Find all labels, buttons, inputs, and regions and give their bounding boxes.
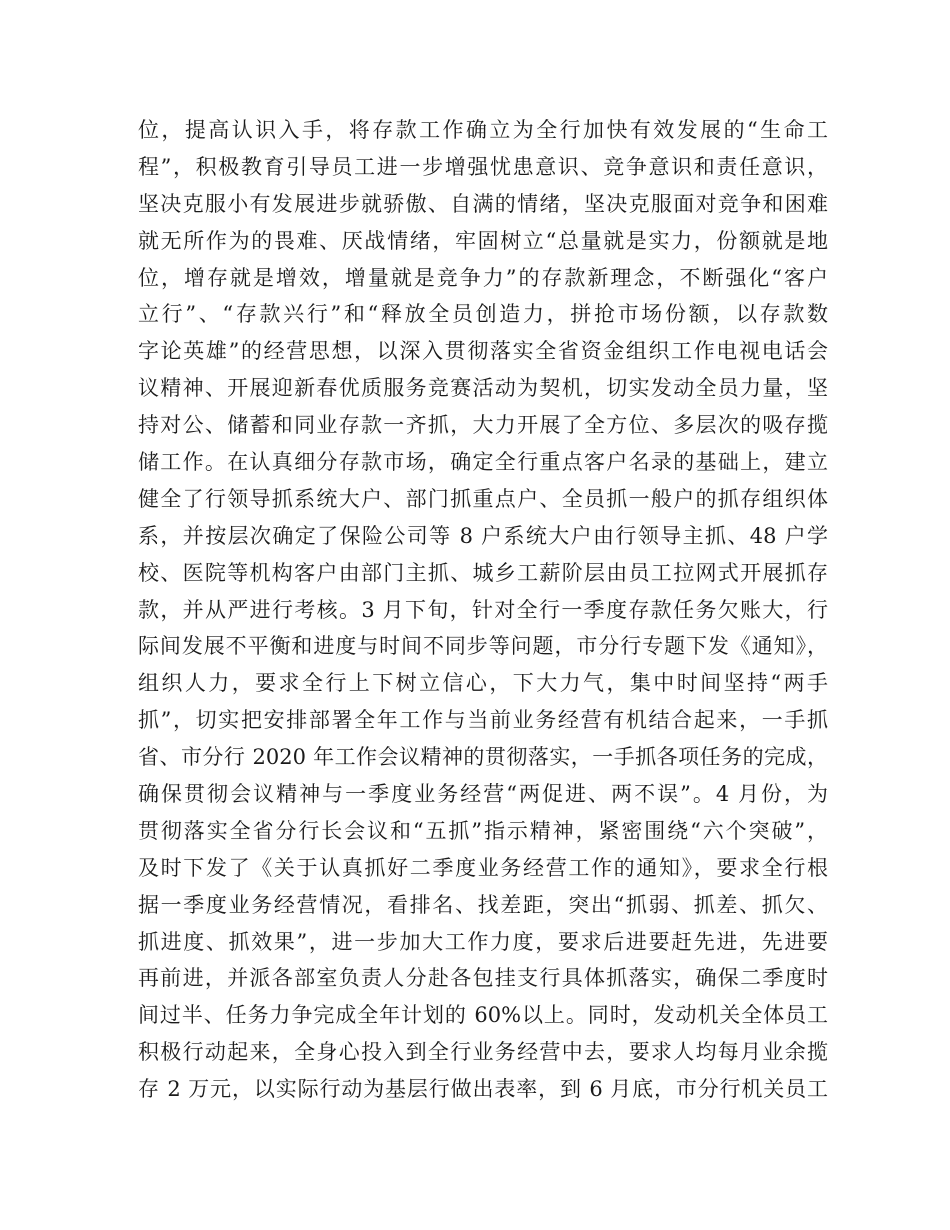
text-line: 际间发展不平衡和进度与时间不同步等问题，市分行专题下发《通知》， bbox=[138, 634, 828, 659]
text-line: 及时下发了《关于认真抓好二季度业务经营工作的通知》，要求全行根 bbox=[138, 855, 828, 880]
text-line: 系，并按层次确定了保险公司等 8 户系统大户由行领导主抓、48 户学 bbox=[138, 523, 828, 548]
text-line: 健全了行领导抓系统大户、部门抓重点户、全员抓一般户的抓存组织体 bbox=[138, 486, 828, 511]
text-line: 省、市分行 2020 年工作会议精神的贯彻落实，一手抓各项任务的完成， bbox=[138, 745, 828, 770]
text-line: 间过半、任务力争完成全年计划的 60%以上。同时，发动机关全体员工 bbox=[138, 1003, 828, 1028]
text-line: 组织人力，要求全行上下树立信心，下大力气，集中时间坚持“两手 bbox=[138, 671, 828, 696]
text-line: 确保贯彻会议精神与一季度业务经营“两促进、两不误”。4 月份，为 bbox=[138, 782, 828, 807]
text-line: 储工作。在认真细分存款市场，确定全行重点客户名录的基础上，建立 bbox=[138, 450, 828, 475]
text-line: 持对公、储蓄和同业存款一齐抓，大力开展了全方位、多层次的吸存揽 bbox=[138, 413, 828, 438]
text-line: 位，提高认识入手，将存款工作确立为全行加快有效发展的“生命工 bbox=[138, 118, 828, 142]
text-line: 积极行动起来，全身心投入到全行业务经营中去，要求人均每月业余揽 bbox=[138, 1040, 828, 1065]
text-line: 坚决克服小有发展进步就骄傲、自满的情绪，坚决克服面对竞争和困难 bbox=[138, 191, 828, 216]
text-line: 字论英雄”的经营思想，以深入贯彻落实全省资金组织工作电视电话会 bbox=[138, 339, 828, 364]
text-line: 就无所作为的畏难、厌战情绪，牢固树立“总量就是实力，份额就是地 bbox=[138, 228, 828, 253]
text-line: 据一季度业务经营情况，看排名、找差距，突出“抓弱、抓差、抓欠、 bbox=[138, 892, 828, 917]
text-line: 议精神、开展迎新春优质服务竞赛活动为契机，切实发动全员力量，坚 bbox=[138, 376, 828, 401]
text-line: 校、医院等机构客户由部门主抓、城乡工薪阶层由员工拉网式开展抓存 bbox=[138, 560, 828, 585]
text-line: 存 2 万元，以实际行动为基层行做出表率，到 6 月底，市分行机关员工 bbox=[138, 1077, 828, 1102]
text-line: 立行”、“存款兴行”和“释放全员创造力，拼抢市场份额，以存款数 bbox=[138, 302, 828, 327]
text-line: 位，增存就是增效，增量就是竞争力”的存款新理念，不断强化“客户 bbox=[138, 265, 828, 290]
text-line: 贯彻落实全省分行长会议和“五抓”指示精神，紧密围绕“六个突破”， bbox=[138, 818, 828, 843]
text-line: 款，并从严进行考核。3 月下旬，针对全行一季度存款任务欠账大，行 bbox=[138, 597, 828, 622]
text-line: 抓”，切实把安排部署全年工作与当前业务经营有机结合起来，一手抓 bbox=[138, 708, 828, 733]
text-line: 程”，积极教育引导员工进一步增强忧患意识、竞争意识和责任意识， bbox=[138, 154, 828, 179]
text-line: 抓进度、抓效果”，进一步加大工作力度，要求后进要赶先进，先进要 bbox=[138, 929, 828, 954]
body-text bbox=[138, 112, 828, 1108]
text-line: 再前进，并派各部室负责人分赴各包挂支行具体抓落实，确保二季度时 bbox=[138, 966, 828, 991]
